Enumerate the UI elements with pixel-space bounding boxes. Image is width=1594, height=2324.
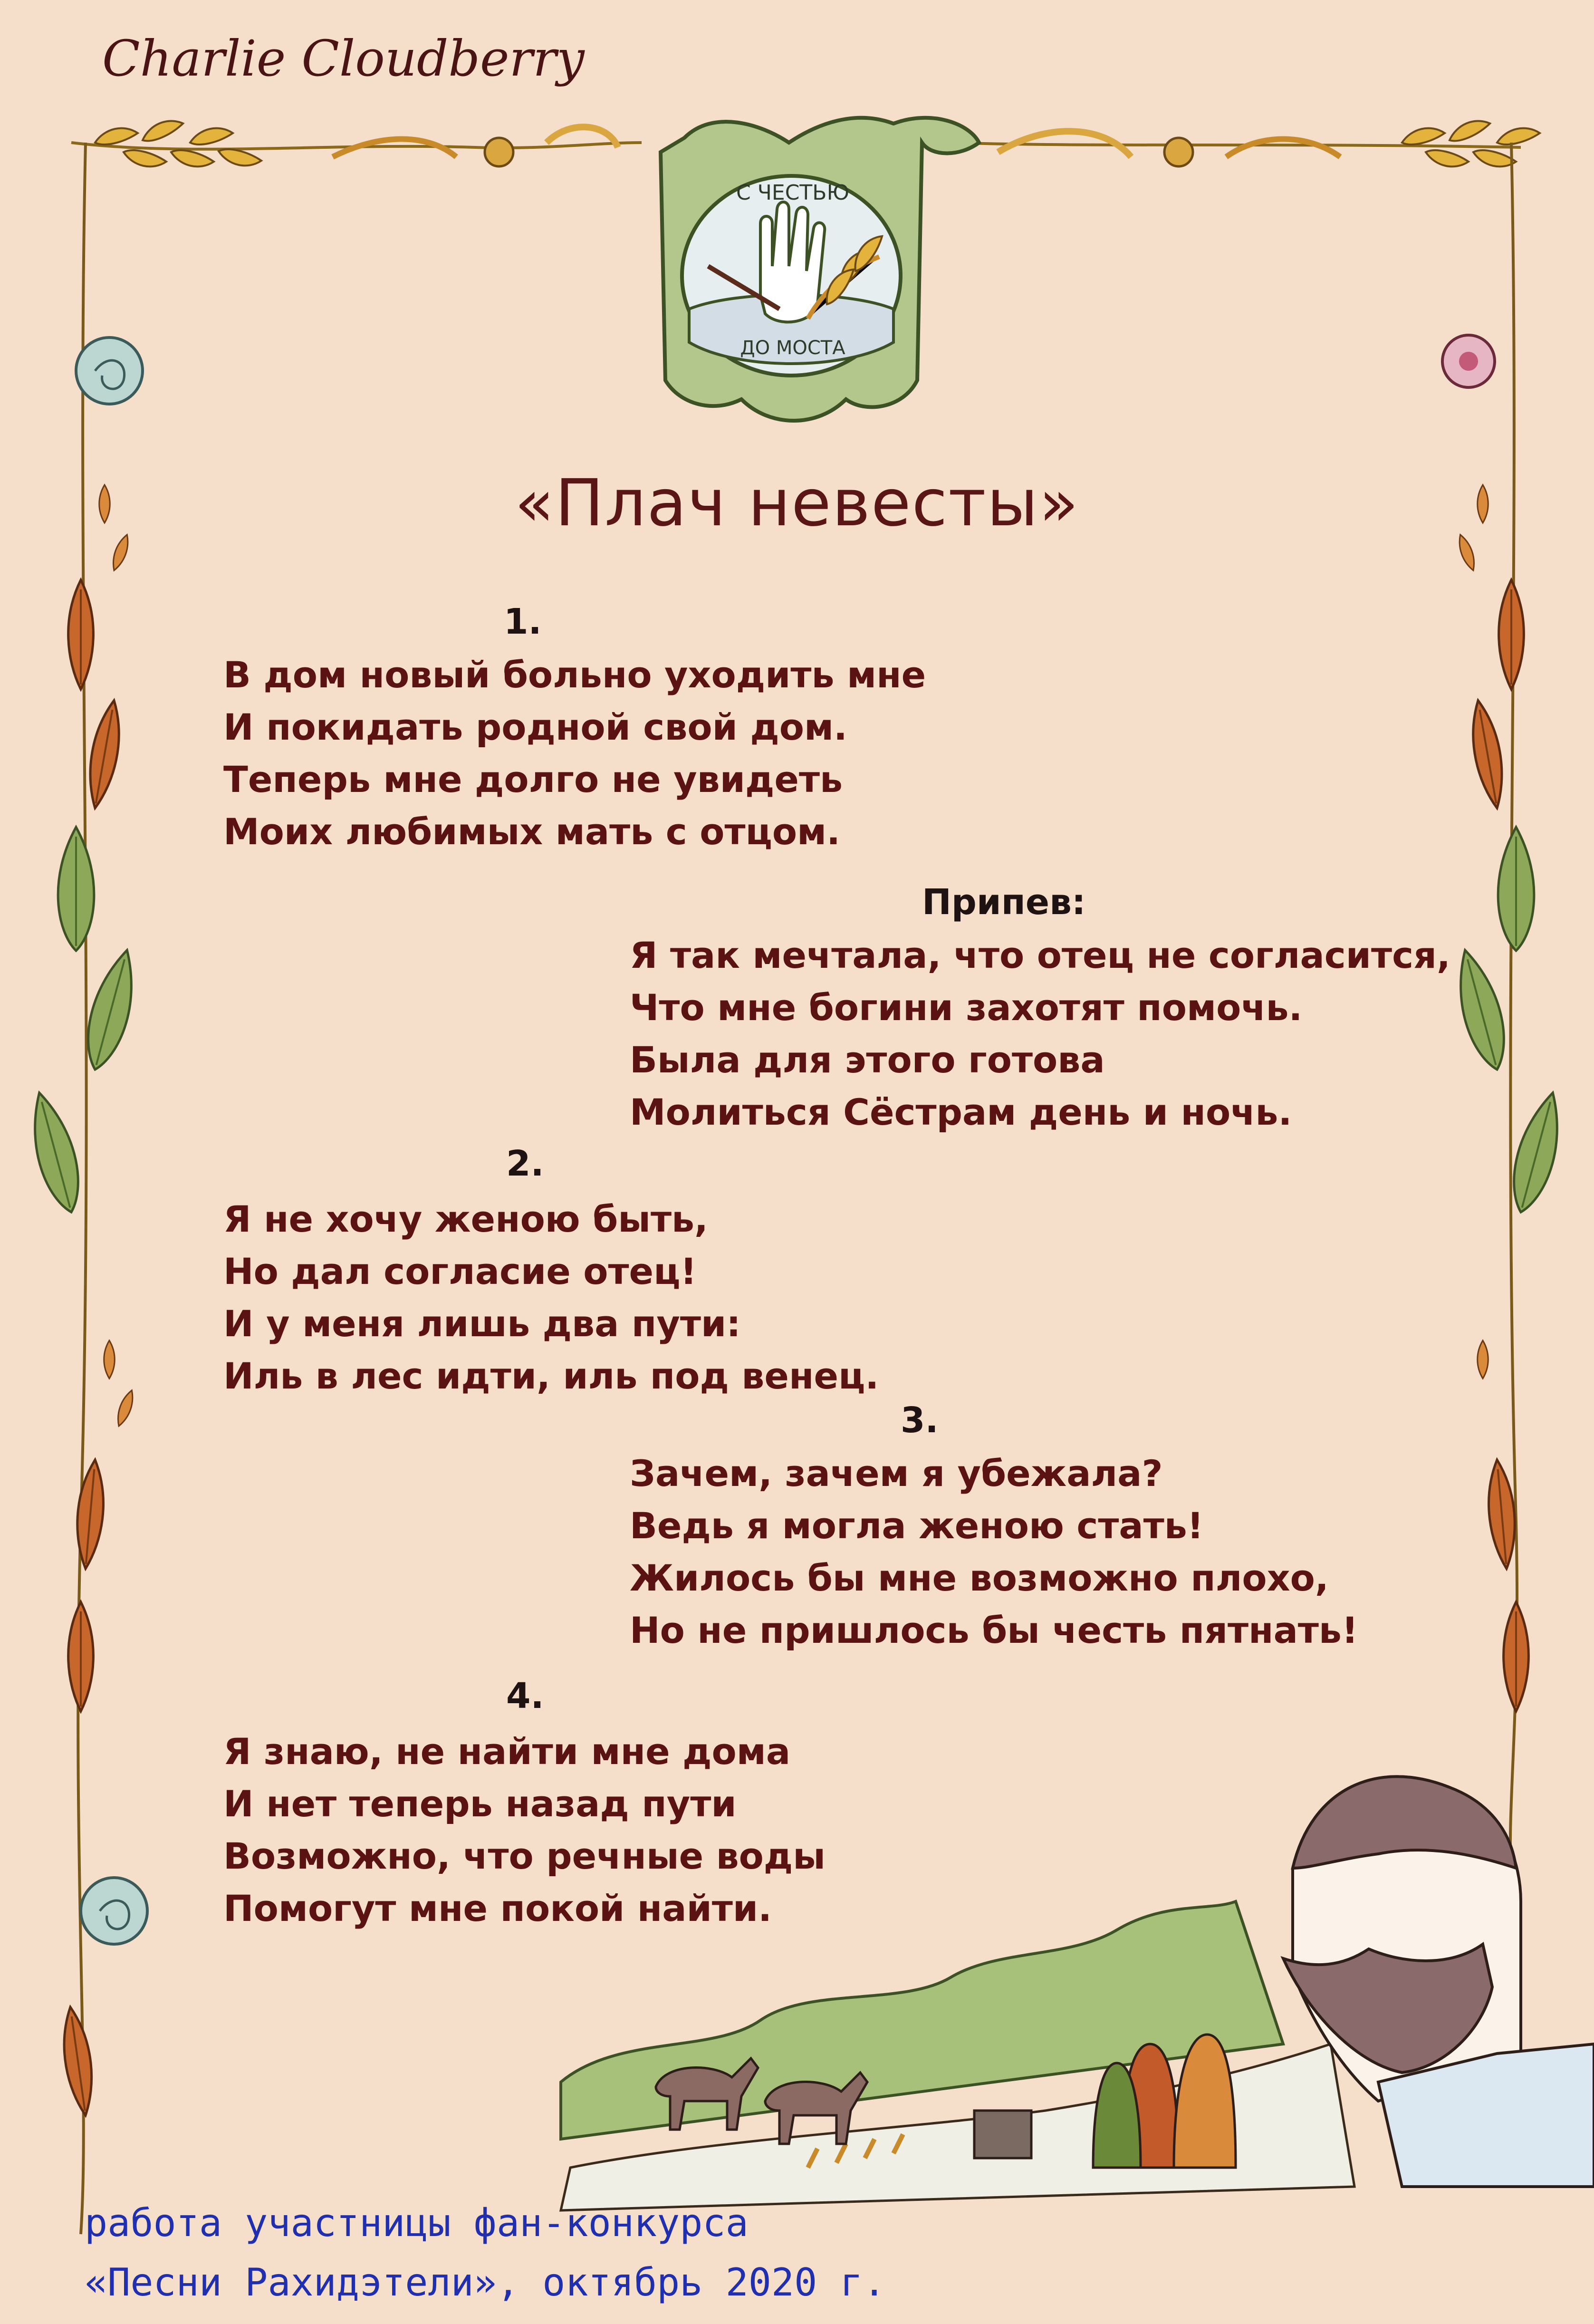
verse-3 xyxy=(630,1447,1358,1657)
top-left-wheat-garland xyxy=(71,118,642,166)
verse-2-number: 2. xyxy=(506,1143,544,1184)
emblem xyxy=(661,118,979,421)
footer-line-2: «Песни Рахидэтели», октябрь 2020 г. xyxy=(85,2260,886,2305)
chorus-heading: Припев: xyxy=(922,882,1086,923)
verse-3-number: 3. xyxy=(901,1400,939,1441)
verse-line: И у меня лишь два пути: xyxy=(223,1302,741,1345)
verse-line: Иль в лес идти, иль под венец. xyxy=(223,1355,879,1397)
author-signature: Charlie Cloudberry xyxy=(102,29,585,87)
verse-line: Но не пришлось бы честь пятнать! xyxy=(630,1609,1358,1651)
verse-line: Я знаю, не найти мне дома xyxy=(223,1730,791,1773)
verse-1 xyxy=(223,649,926,858)
verse-1-number: 1. xyxy=(504,601,542,642)
verse-line: Теперь мне долго не увидеть xyxy=(223,758,843,800)
verse-line: Зачем, зачем я убежала? xyxy=(630,1452,1163,1495)
verse-line: Но дал согласие отец! xyxy=(223,1250,697,1292)
chorus-line: Была для этого готова xyxy=(630,1039,1105,1081)
song-title: «Плач невесты» xyxy=(514,466,1080,541)
top-right-wheat-garland xyxy=(951,118,1540,166)
landscape-illustration xyxy=(561,1901,1354,2210)
emblem-top-text: С ЧЕСТЬЮ xyxy=(736,181,849,205)
right-frame-vines xyxy=(1442,143,1570,1878)
verse-line: Я не хочу женою быть, xyxy=(223,1198,708,1240)
verse-line: В дом новый больно уходить мне xyxy=(223,654,926,696)
verse-line: Помогут мне покой найти. xyxy=(223,1887,772,1929)
verse-2 xyxy=(223,1193,879,1402)
chorus-line: Я так мечтала, что отец не согласится, xyxy=(630,934,1450,976)
left-frame-vines xyxy=(22,143,147,2234)
verse-line: Моих любимых мать с отцом. xyxy=(223,810,841,853)
verse-line: И нет теперь назад пути xyxy=(223,1783,737,1825)
verse-line: Возможно, что речные воды xyxy=(223,1835,826,1877)
verse-line: И покидать родной свой дом. xyxy=(223,706,847,748)
verse-line: Ведь я могла женою стать! xyxy=(630,1504,1204,1547)
chorus-line: Молиться Сёстрам день и ночь. xyxy=(630,1091,1292,1133)
chorus xyxy=(630,929,1450,1138)
verse-4-number: 4. xyxy=(506,1676,544,1716)
verse-4 xyxy=(223,1726,826,1935)
verse-line: Жилось бы мне возможно плохо, xyxy=(630,1557,1329,1599)
emblem-bottom-text: ДО МОСТА xyxy=(740,337,845,359)
footer-line-1: работа участницы фан-конкурса xyxy=(85,2201,749,2245)
chorus-line: Что мне богини захотят помочь. xyxy=(630,986,1303,1029)
